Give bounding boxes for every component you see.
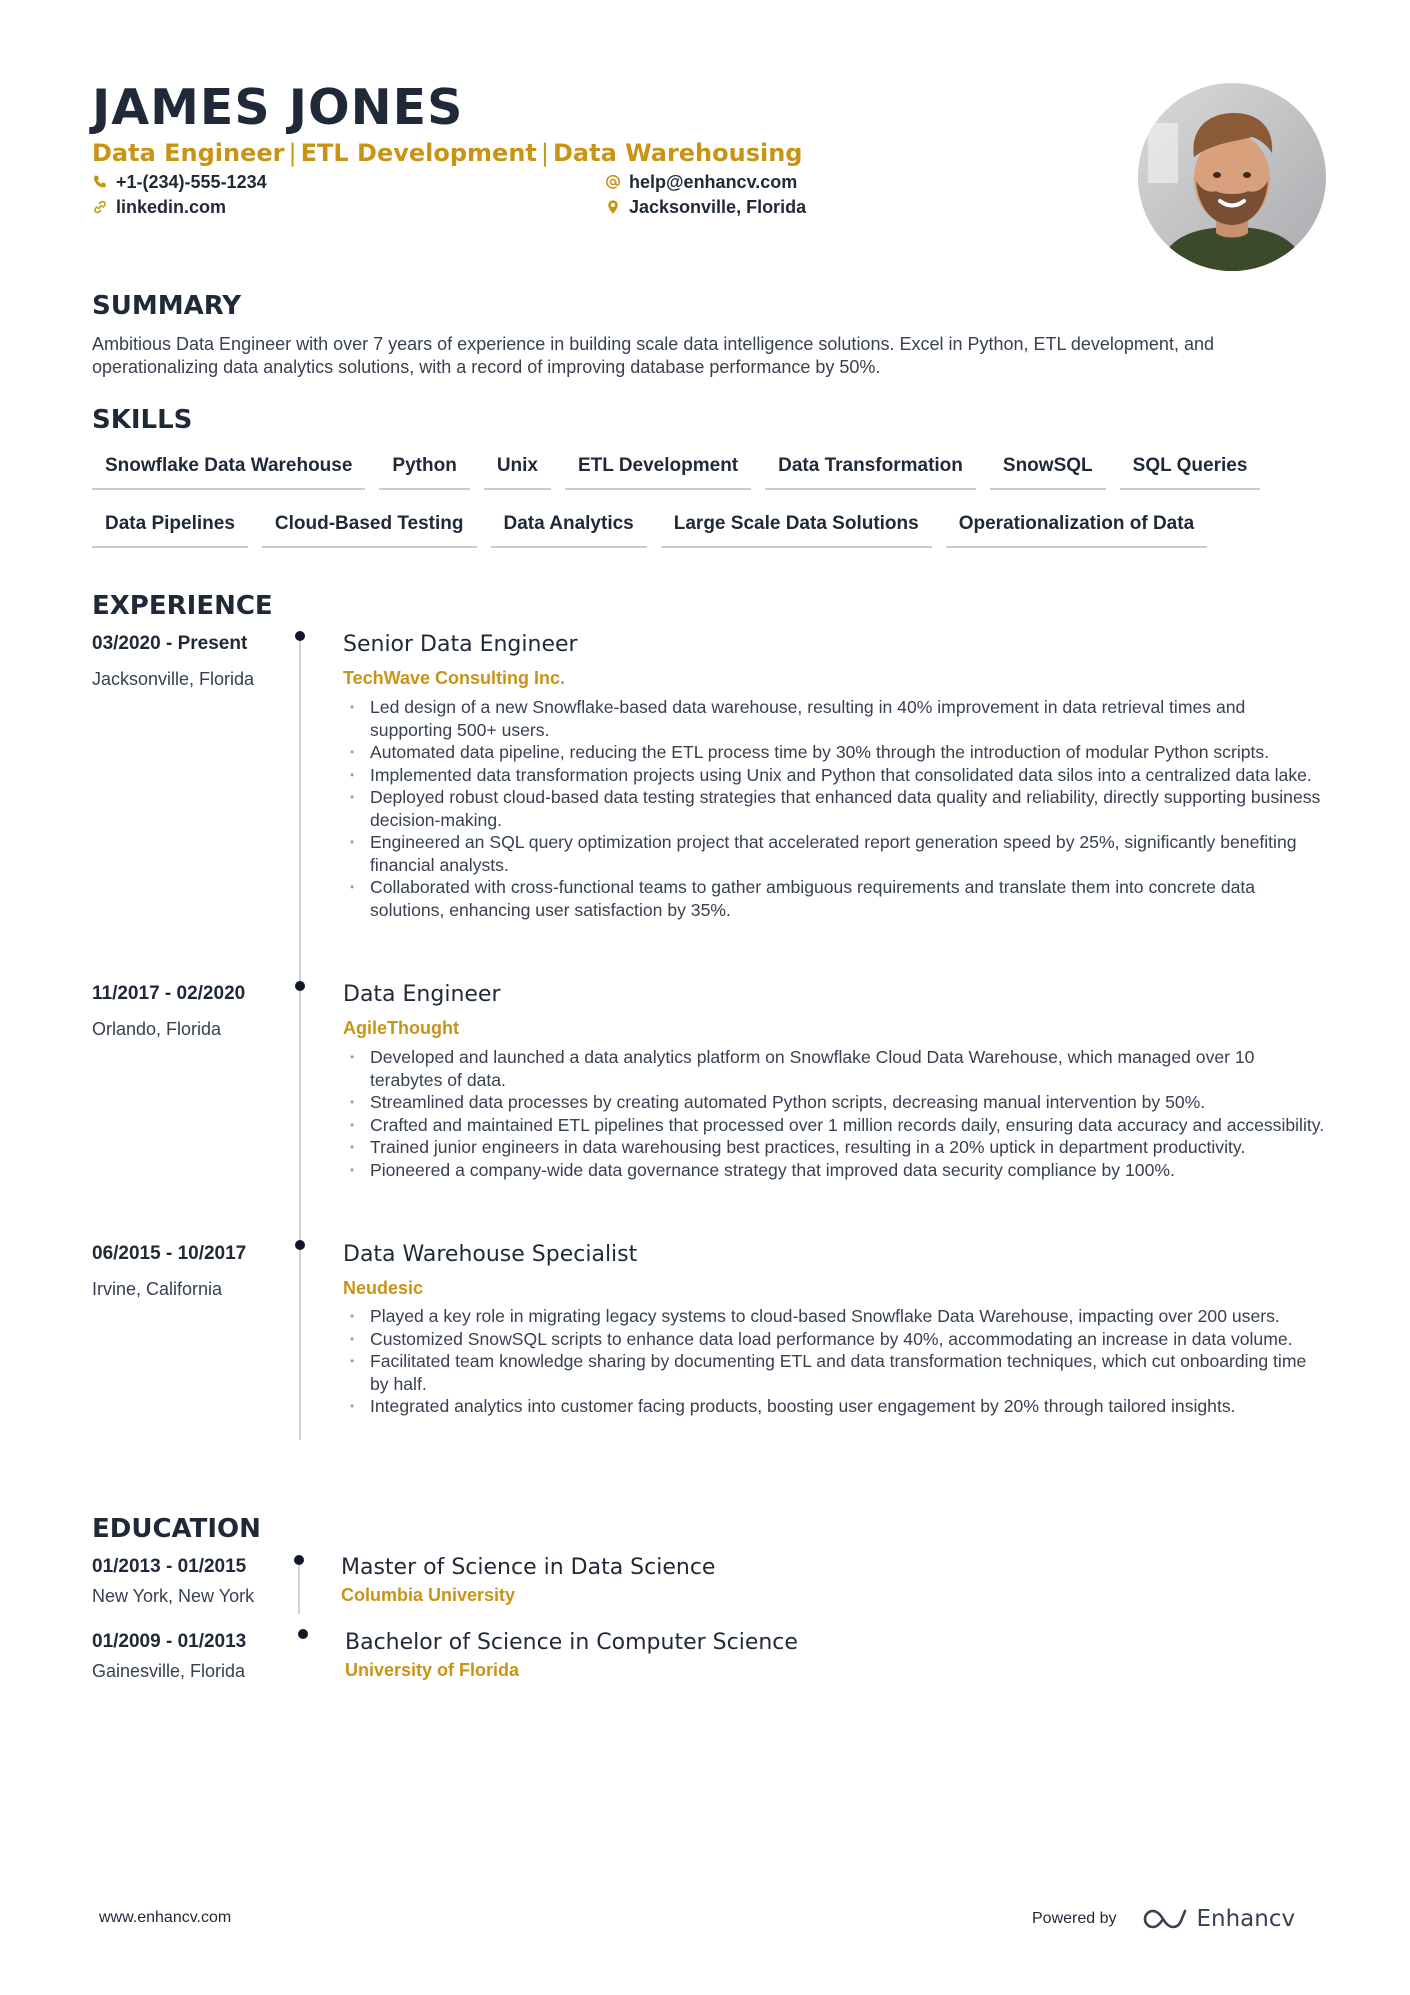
job-company: Neudesic — [343, 1278, 424, 1298]
list-item: • Streamlined data processes by creating automated Python scripts, decreasing manual intervention by 50%. — [346, 1091, 1326, 1114]
skills-row — [92, 506, 1332, 548]
profile-photo — [1138, 83, 1326, 271]
list-item: • Customized SnowSQL scripts to enhance data load performance by 40%, accommodating an increase in data volume. — [346, 1328, 1326, 1351]
education-heading: EDUCATION — [92, 1514, 261, 1544]
skill-chip: Large Scale Data Solutions — [661, 506, 932, 548]
resume-name: JAMES JONES — [92, 79, 464, 136]
skill-chip: Unix — [484, 448, 551, 490]
phone-text: +1-(234)-555-1234 — [116, 172, 267, 192]
location-text: Jacksonville, Florida — [629, 197, 807, 217]
job-dates: 03/2020 - Present — [92, 633, 248, 654]
summary-heading: SUMMARY — [92, 291, 242, 321]
contact-location — [605, 196, 806, 218]
contact-linkedin[interactable] — [92, 196, 226, 218]
email-text: help@enhancv.com — [629, 172, 798, 192]
job-title: Data Warehouse Specialist — [343, 1242, 638, 1267]
education-timeline — [298, 1560, 300, 1614]
degree-title: Master of Science in Data Science — [341, 1555, 716, 1580]
skills-list — [92, 448, 1332, 564]
education-dates: 01/2013 - 01/2015 — [92, 1556, 247, 1577]
skill-chip: Data Analytics — [491, 506, 647, 548]
headline-part: Data Warehousing — [552, 139, 803, 167]
location-pin-icon — [605, 199, 621, 215]
degree-title: Bachelor of Science in Computer Science — [345, 1630, 798, 1655]
job-title: Senior Data Engineer — [343, 632, 578, 657]
list-item: • Collaborated with cross-functional teams to gather ambiguous requirements and translate them into concrete data solutions, enhancing user satisfaction by 35%. — [346, 876, 1326, 921]
enhancv-logo-text: Enhancv — [1196, 1906, 1296, 1932]
headline-separator: | — [288, 139, 297, 167]
job-bullets — [346, 1305, 1326, 1418]
skills-row — [92, 448, 1332, 490]
link-icon — [92, 199, 108, 215]
education-location: New York, New York — [92, 1586, 255, 1606]
list-item: • Led design of a new Snowflake-based data warehouse, resulting in 40% improvement in data retrieval times and supporting 500+ users. — [346, 696, 1326, 741]
job-dates: 11/2017 - 02/2020 — [92, 983, 246, 1004]
list-item: • Developed and launched a data analytics platform on Snowflake Cloud Data Warehouse, which managed over 10 terabytes of data. — [346, 1046, 1326, 1091]
footer-website-link[interactable]: www.enhancv.com — [99, 1909, 232, 1926]
list-item: • Automated data pipeline, reducing the ETL process time by 30% through the introduction of modular Python scripts. — [346, 741, 1326, 764]
phone-icon — [92, 174, 108, 190]
list-item: • Engineered an SQL query optimization project that accelerated report generation speed by 25%, significantly benefiting financial analysts. — [346, 831, 1326, 876]
job-bullets — [346, 696, 1326, 921]
job-company: AgileThought — [343, 1018, 459, 1038]
list-item: • Crafted and maintained ETL pipelines that processed over 1 million records daily, ensuring data accuracy and accessibility. — [346, 1114, 1326, 1137]
contact-email[interactable] — [605, 171, 797, 193]
job-location: Orlando, Florida — [92, 1019, 222, 1039]
school-name: University of Florida — [345, 1660, 520, 1680]
experience-timeline — [299, 640, 301, 1440]
education-dates: 01/2009 - 01/2013 — [92, 1631, 247, 1652]
headline-part: Data Engineer — [92, 139, 285, 167]
skills-heading: SKILLS — [92, 405, 193, 435]
skill-chip: Operationalization of Data — [946, 506, 1207, 548]
job-company: TechWave Consulting Inc. — [343, 668, 566, 688]
enhancv-logo-icon — [1143, 1907, 1191, 1931]
education-location: Gainesville, Florida — [92, 1661, 246, 1681]
job-location: Jacksonville, Florida — [92, 669, 255, 689]
summary-text: Ambitious Data Engineer with over 7 years of experience in building scale data intelligence solutions. Excel in Python, ETL development, and operationalizing data analytics solutions, with a record of improving database performance by 50%. — [92, 334, 1214, 377]
resume-headline — [92, 138, 803, 168]
skill-chip: SnowSQL — [990, 448, 1106, 490]
skill-chip: SQL Queries — [1120, 448, 1261, 490]
job-bullets — [346, 1046, 1326, 1181]
timeline-dot — [294, 1555, 304, 1565]
experience-heading: EXPERIENCE — [92, 591, 273, 621]
school-name: Columbia University — [341, 1585, 516, 1605]
list-item: • Implemented data transformation projects using Unix and Python that consolidated data silos into a centralized data lake. — [346, 764, 1326, 787]
powered-by-label: Powered by — [1032, 1910, 1117, 1927]
headline-part: ETL Development — [300, 139, 537, 167]
timeline-dot — [298, 1629, 308, 1639]
job-dates: 06/2015 - 10/2017 — [92, 1243, 247, 1264]
skill-chip: Data Pipelines — [92, 506, 248, 548]
skill-chip: Data Transformation — [765, 448, 976, 490]
list-item: • Played a key role in migrating legacy systems to cloud-based Snowflake Data Warehouse, impacting over 200 users. — [346, 1305, 1326, 1328]
at-icon — [605, 174, 621, 190]
timeline-dot — [295, 1240, 305, 1250]
list-item: • Facilitated team knowledge sharing by documenting ETL and data transformation techniques, which cut onboarding time by half. — [346, 1350, 1326, 1395]
job-location: Irvine, California — [92, 1279, 223, 1299]
list-item: • Pioneered a company-wide data governance strategy that improved data security compliance by 100%. — [346, 1159, 1326, 1182]
powered-by — [1032, 1906, 1295, 1932]
skill-chip: ETL Development — [565, 448, 751, 490]
list-item: • Deployed robust cloud-based data testing strategies that enhanced data quality and reliability, directly supporting business decision-making. — [346, 786, 1326, 831]
enhancv-logo[interactable] — [1143, 1906, 1296, 1932]
linkedin-text: linkedin.com — [116, 197, 227, 217]
skill-chip: Snowflake Data Warehouse — [92, 448, 365, 490]
skill-chip: Python — [379, 448, 469, 490]
timeline-dot — [295, 631, 305, 641]
list-item: • Integrated analytics into customer facing products, boosting user engagement by 20% through tailored insights. — [346, 1395, 1326, 1418]
list-item: • Trained junior engineers in data warehousing best practices, resulting in a 20% uptick in department productivity. — [346, 1136, 1326, 1159]
contact-phone[interactable] — [92, 171, 267, 193]
avatar-illustration — [1138, 83, 1326, 271]
job-title: Data Engineer — [343, 982, 501, 1007]
timeline-dot — [295, 981, 305, 991]
headline-separator: | — [540, 139, 549, 167]
skill-chip: Cloud-Based Testing — [262, 506, 477, 548]
